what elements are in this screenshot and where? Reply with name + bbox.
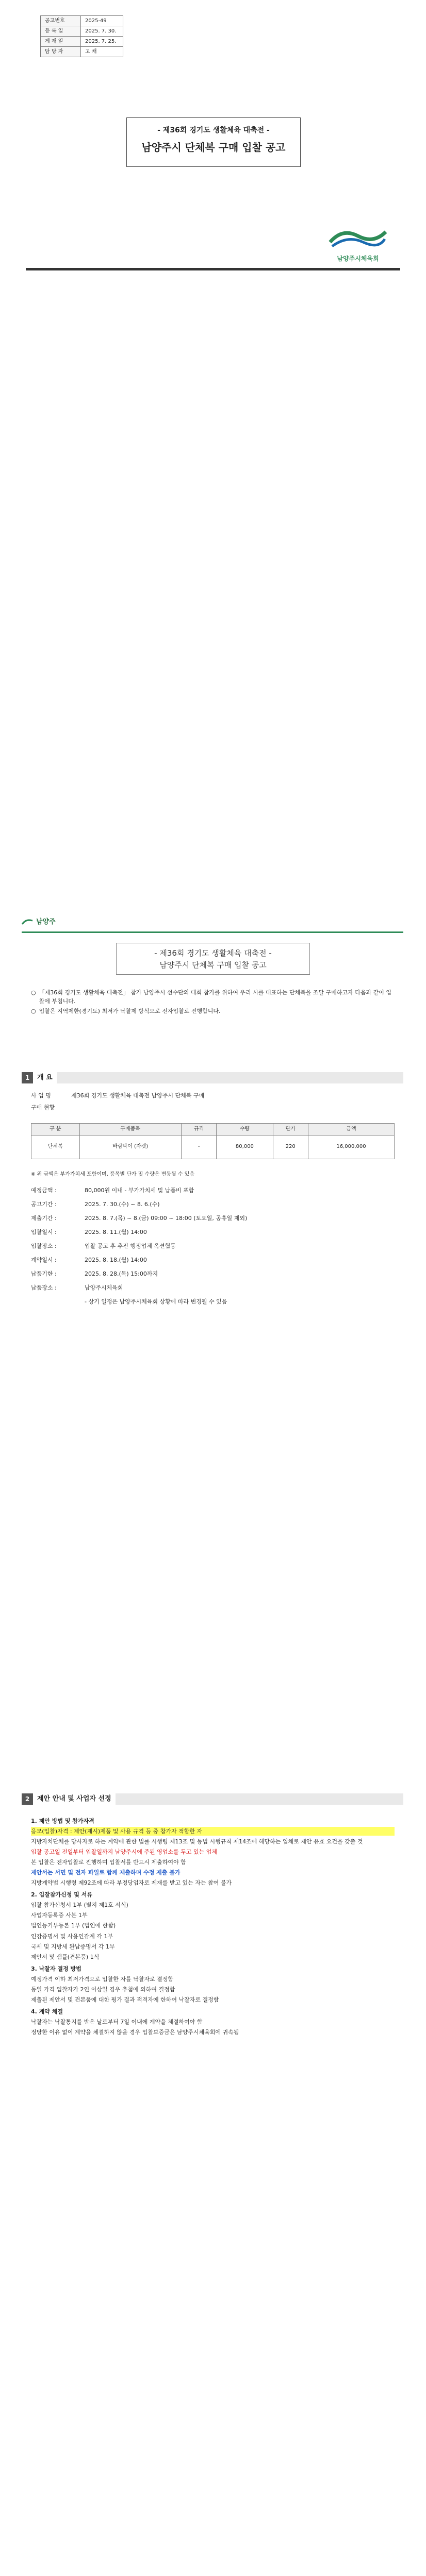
table-cell: 220 [273,1135,308,1159]
paragraph: 본 입찰은 전자입찰로 진행하며 입찰서를 반드시 제출하여야 함 [31,1859,186,1866]
section-number: 2 [22,1793,33,1805]
intro-text [31,988,395,1016]
schedule-list [31,1186,395,1311]
section-bar [116,1793,403,1805]
table-header: 단가 [273,1124,308,1136]
brand-name: 남양주 [36,918,56,926]
table-cell: 16,000,000 [308,1135,394,1159]
intro-item [31,1007,395,1015]
schedule-key: 입찰일시 : [31,1229,57,1236]
paragraph: 제안서 및 샘플(견본품) 1식 [31,1953,100,1960]
table-header: 구 분 [31,1124,80,1136]
overview-row [31,1103,395,1112]
paragraph: 국세 및 지방세 완납증명서 각 1부 [31,1943,115,1950]
schedule-key: 예정금액 : [31,1187,57,1194]
schedule-value: 2025. 8. 11.(월) 14:00 [85,1229,147,1236]
schedule-key: 납품장소 : [31,1284,57,1292]
schedule-row [31,1200,395,1209]
intro-line: 입찰은 지역제한(경기도) 최저가 낙찰제 방식으로 전자입찰로 진행합니다. [39,1008,221,1015]
schedule-row [31,1186,395,1195]
paragraph: 입찰 공고일 전일부터 입찰일까지 남양주시에 주된 영업소를 두고 있는 업체 [31,1849,217,1856]
notice-meta-table [40,15,123,57]
schedule-value: 80,000원 이내 - 부가가치세 및 납품비 포함 [85,1187,194,1194]
section-number: 1 [22,1072,33,1083]
cover-title: 남양주시 단체복 구매 입찰 공고 [141,141,286,154]
paragraph: 낙찰자는 낙찰통지를 받은 날로부터 7일 이내에 계약을 체결하여야 함 [31,2018,203,2025]
meta-row [41,26,123,37]
cover-divider [26,268,400,270]
subsection-heading: 4. 계약 체결 [31,2008,63,2015]
schedule-value: 2025. 8. 18.(월) 14:00 [85,1257,147,1264]
section-header-overview [22,1072,403,1084]
meta-row [41,47,123,57]
paragraph: 예정가격 이하 최저가격으로 입찰한 자를 낙찰자로 결정함 [31,1975,174,1982]
section-label: 제안 안내 및 사업자 선정 [37,1794,111,1803]
org-logo-mark-icon [327,227,389,249]
section-bar [57,1072,403,1083]
org-logo [327,227,389,263]
meta-key: 공고번호 [41,16,81,26]
overview-key: 구매 현황 [31,1104,55,1111]
notice-subtitle: - 제36회 경기도 생활체육 대축전 - [154,948,272,958]
paragraph: 정당한 이유 없이 계약을 체결하지 않을 경우 입찰보증금은 남양주시체육회에 귀속됨 [31,2028,239,2036]
overview-value [71,1103,395,1112]
notice-page-3 [0,1793,426,2576]
table-cell: 바람막이 (자켓) [79,1135,181,1159]
meta-row [41,16,123,26]
overview-list [31,1091,395,1115]
schedule-key: 공고기간 : [31,1201,57,1208]
schedule-value: 2025. 8. 28.(목) 15:00까지 [85,1270,158,1278]
intro-item [31,988,395,1006]
meta-key: 담 당 자 [41,47,81,57]
meta-key: 게 재 일 [41,37,81,47]
table-header-row [31,1124,395,1136]
meta-key: 등 록 일 [41,26,81,37]
overview-value: 제36회 경기도 생활체육 대축전 남양주시 단체복 구매 [71,1092,205,1099]
table-header: 규격 [181,1124,216,1136]
meta-row [41,37,123,47]
paragraph: 지방계약법 시행령 제92조에 따라 부정당업자로 제재를 받고 있는 자는 참여 불가 [31,1879,232,1887]
schedule-key: 계약일시 : [31,1257,57,1264]
schedule-value: - 상기 일정은 남양주시체육회 상황에 따라 변경될 수 있음 [85,1298,227,1306]
table-header: 구매품목 [79,1124,181,1136]
intro-line: 「제36회 경기도 생활체육 대축전」 참가 남양주시 선수단의 대회 참가를 위하여 우리 시를 대표하는 단체복을 조달 구매하고자 다음과 같이 입찰에 부칩니다. [39,989,391,1005]
schedule-row [31,1256,395,1264]
subsection-heading: 2. 입찰참가신청 및 서류 [31,1891,92,1899]
schedule-row [31,1283,395,1292]
meta-value: 2025. 7. 25. [81,37,123,47]
paragraph: 인감증명서 및 사용인감계 각 1부 [31,1933,113,1940]
table-cell: 80,000 [217,1135,273,1159]
schedule-row [31,1214,395,1223]
cover-title-box [126,117,301,167]
brand-logo-icon [22,918,33,926]
paragraph: 지방자치단체를 당사자로 하는 계약에 관한 법률 시행령 제13조 및 동법 시행규칙 제14조에 해당하는 업체로 제안 유효 요건을 갖출 것 [31,1838,363,1845]
bullet-icon: ○ [31,989,36,996]
subsection-heading: 1. 제안 방법 및 참가자격 [31,1818,94,1824]
paragraph: 법인등기부등본 1부 (법인에 한함) [31,1922,116,1929]
schedule-row [31,1242,395,1250]
schedule-row [31,1269,395,1278]
subsection-heading: 3. 낙찰자 결정 방법 [31,1965,81,1972]
notice-page-2 [0,902,426,1793]
schedule-row [31,1228,395,1236]
table-cell: 단체복 [31,1135,80,1159]
schedule-value: 남양주시체육회 [85,1284,123,1292]
table-cell: - [181,1135,216,1159]
cover-page [0,0,426,902]
header-divider [22,931,403,933]
section-label: 개 요 [37,1073,53,1081]
schedule-key: 입찰장소 : [31,1243,57,1250]
purchase-table [31,1123,395,1159]
schedule-value: 2025. 7. 30.(수) ~ 8. 6.(수) [85,1201,160,1208]
paragraph: 제출된 제안서 및 견본품에 대한 평가 결과 적격자에 한하여 낙찰자로 결정함 [31,1996,219,2003]
paragraph: 제안서는 서면 및 전자 파일로 함께 제출하며 수정 제출 불가 [31,1869,181,1876]
table-header: 금액 [308,1124,394,1136]
cover-subtitle: - 제36회 경기도 생활체육 대축전 - [157,126,270,134]
schedule-key: 제출기간 : [31,1215,57,1222]
schedule-key: 납품기한 : [31,1270,57,1278]
overview-row [31,1091,395,1100]
section-header-proposal [22,1793,403,1805]
schedule-key [31,1297,85,1306]
paragraph: 입찰 참가신청서 1부 (별지 제1호 서식) [31,1902,128,1909]
notice-title-box [116,943,310,975]
schedule-value: 입찰 공고 후 추진 행정업체 옥션협동 [85,1243,176,1250]
schedule-row [31,1297,395,1306]
paragraph: 동일 가격 입찰자가 2인 이상일 경우 추첨에 의하여 결정함 [31,1986,175,1993]
meta-value: 2025-49 [81,16,123,26]
proposal-text [31,1814,395,2038]
meta-value: 고 채 [81,47,123,57]
org-name: 남양주시체육회 [337,255,379,263]
bullet-icon: ○ [31,1008,36,1015]
meta-value: 2025. 7. 30. [81,26,123,37]
overview-key: 사 업 명 [31,1092,51,1099]
paragraph: 사업자등록증 사본 1부 [31,1912,88,1919]
notice-title: 남양주시 단체복 구매 입찰 공고 [159,960,267,970]
table-header: 수량 [217,1124,273,1136]
table-row [31,1135,395,1159]
paragraph: 응모(입찰)자격 : 제안(제시)제품 및 사용 규격 등 중 참가자 적합한 자 [31,1827,395,1836]
header-brand [22,917,56,927]
table-note: ※ 위 금액은 부가가치세 포함이며, 품목별 단가 및 수량은 변동될 수 있음 [31,1172,195,1177]
schedule-value: 2025. 8. 7.(목) ~ 8.(금) 09:00 ~ 18:00 (토요일, 공휴일 제외) [85,1215,248,1222]
